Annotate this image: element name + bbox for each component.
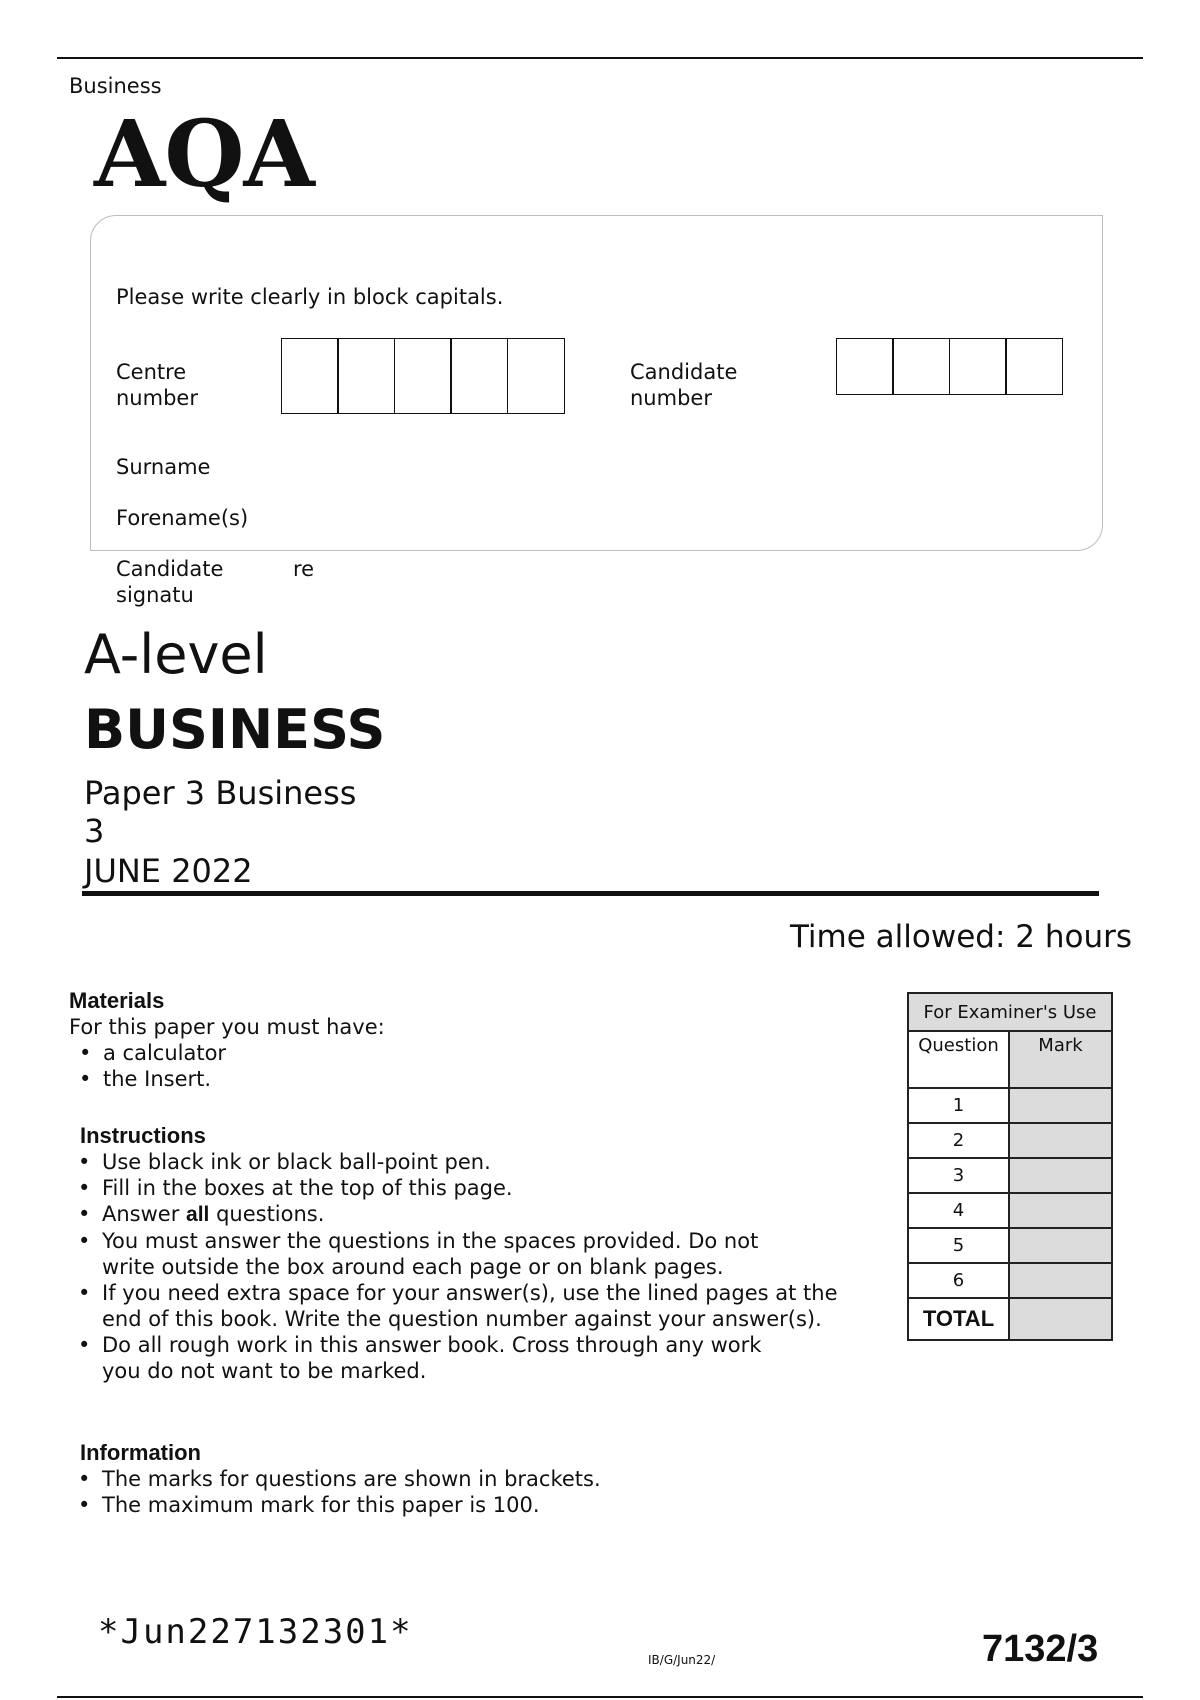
question-number: 5: [908, 1228, 1009, 1263]
materials-intro: For this paper you must have:: [69, 1015, 385, 1039]
candidate-number-cell[interactable]: [836, 338, 894, 395]
list-item: • The maximum mark for this paper is 100.: [68, 1492, 880, 1518]
answer-prefix: Answer: [102, 1202, 187, 1226]
aqa-logo: AQA: [94, 100, 314, 208]
candidate-number-label: Candidate number: [630, 360, 738, 410]
answer-suffix: questions.: [209, 1202, 325, 1226]
question-column-header: Question: [908, 1031, 1009, 1088]
reference-code: IB/G/Jun22/: [648, 1653, 716, 1667]
centre-number-label: Centre number: [116, 360, 198, 410]
examiner-use-table: [907, 992, 1113, 1341]
information-section: [80, 1439, 880, 1518]
total-label: TOTAL: [908, 1298, 1009, 1340]
paper-code: 7132/3: [982, 1628, 1099, 1670]
barcode: *Jun227132301*: [98, 1612, 413, 1652]
centre-number-cell[interactable]: [450, 338, 508, 414]
time-allowed: Time allowed: 2 hours: [789, 919, 1132, 955]
signature-label-suffix: re: [293, 557, 315, 581]
paper-title: [84, 774, 356, 850]
list-item: [68, 1201, 880, 1228]
forename-label: Forename(s): [116, 506, 249, 530]
answer-emphasis: all: [186, 1203, 210, 1226]
centre-number-boxes[interactable]: [282, 338, 565, 414]
centre-number-cell[interactable]: [337, 338, 395, 414]
mark-cell: [1009, 1158, 1112, 1193]
instructions-heading: Instructions: [80, 1123, 206, 1148]
information-heading: Information: [80, 1440, 201, 1465]
top-rule: [57, 57, 1143, 59]
mark-cell: [1009, 1123, 1112, 1158]
centre-number-cell[interactable]: [281, 338, 339, 414]
mark-cell: [1009, 1263, 1112, 1298]
signature-label: Candidate signatu: [116, 557, 224, 607]
materials-section: [69, 987, 949, 1092]
question-number: 6: [908, 1263, 1009, 1298]
question-number: 4: [908, 1193, 1009, 1228]
question-number: 3: [908, 1158, 1009, 1193]
centre-number-cell[interactable]: [507, 338, 565, 414]
mark-column-header: Mark: [1009, 1031, 1112, 1088]
paper-title-line: Paper 3 Business: [84, 774, 357, 812]
candidate-number-boxes[interactable]: [837, 338, 1063, 395]
qualification-level: A-level: [84, 623, 268, 686]
surname-label: Surname: [116, 455, 211, 479]
title-divider: [82, 891, 1099, 896]
mark-cell: [1009, 1193, 1112, 1228]
mark-cell: [1009, 1228, 1112, 1263]
question-number: 2: [908, 1123, 1009, 1158]
mark-cell: [1009, 1088, 1112, 1123]
subject-title: BUSINESS: [84, 698, 386, 761]
list-item: • You must answer the questions in the spaces provided. Do not write outside the box around each page or on blank pages.: [68, 1228, 762, 1280]
list-item: • The marks for questions are shown in brackets.: [68, 1466, 880, 1492]
question-number: 1: [908, 1088, 1009, 1123]
candidate-number-cell[interactable]: [949, 338, 1007, 395]
exam-date: JUNE 2022: [84, 852, 253, 890]
materials-heading: Materials: [69, 988, 165, 1013]
block-capitals-instruction: Please write clearly in block capitals.: [116, 285, 504, 309]
candidate-number-cell[interactable]: [892, 338, 950, 395]
list-item: • Use black ink or black ball-point pen.: [68, 1149, 880, 1175]
header-subject: Business: [69, 74, 162, 98]
list-item: • If you need extra space for your answer(s), use the lined pages at the end of this book. Write the question number against your answer(s).: [68, 1280, 880, 1332]
list-item: • the Insert.: [69, 1066, 949, 1092]
list-item: • a calculator: [69, 1040, 949, 1066]
centre-number-cell[interactable]: [394, 338, 452, 414]
instructions-section: [80, 1122, 880, 1384]
paper-title-line: 3: [84, 812, 105, 850]
list-item: • Fill in the boxes at the top of this page.: [68, 1175, 880, 1201]
candidate-number-cell[interactable]: [1005, 338, 1063, 395]
examiner-table-title: For Examiner's Use: [908, 993, 1112, 1031]
total-mark-cell: [1009, 1298, 1112, 1340]
bottom-rule: [57, 1696, 1143, 1698]
list-item: • Do all rough work in this answer book. Cross through any work you do not want to be marked.: [68, 1332, 762, 1384]
